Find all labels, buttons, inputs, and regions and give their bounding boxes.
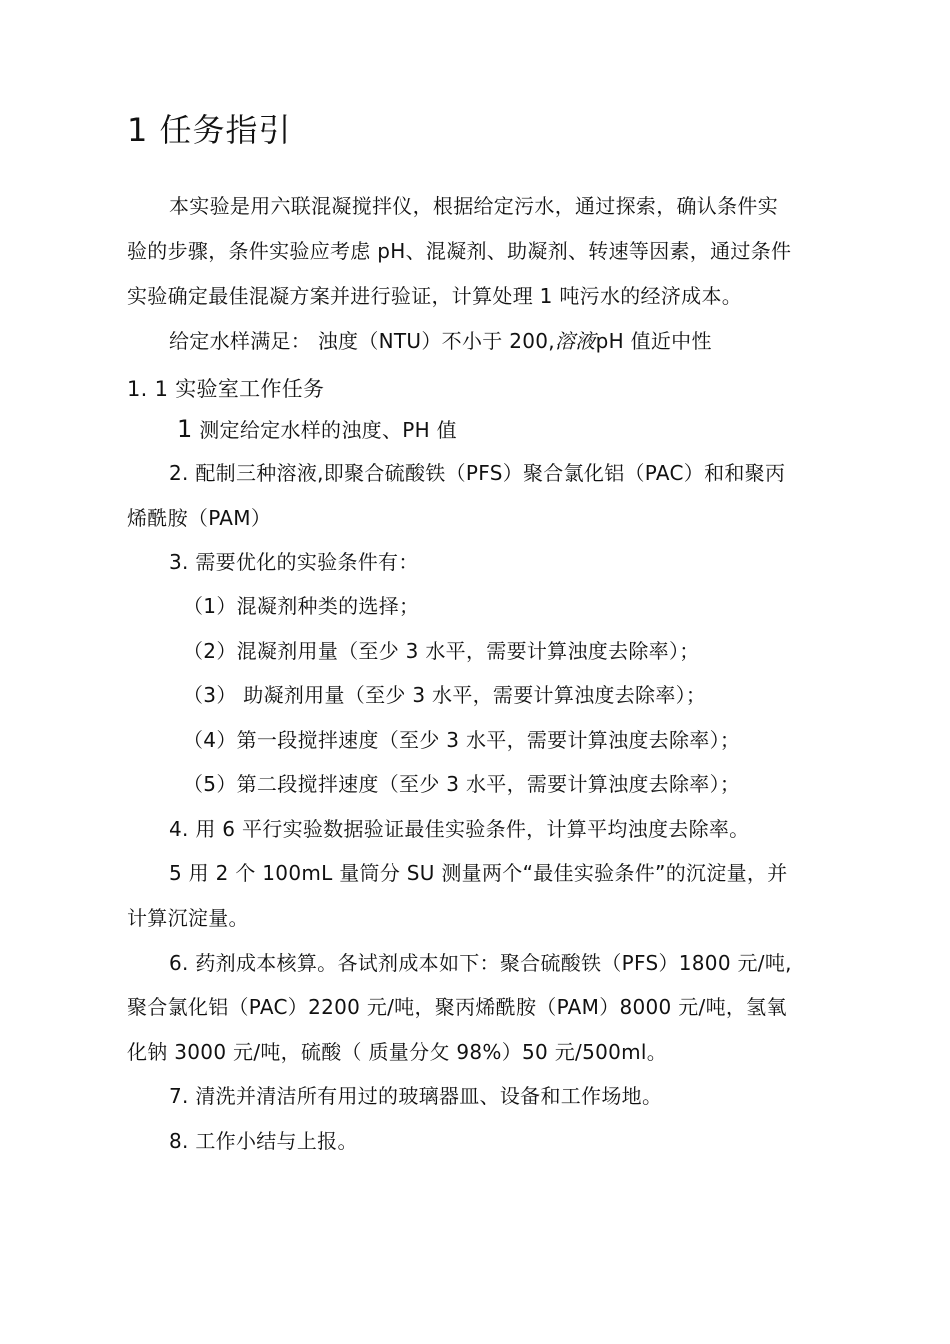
task-6-line-2: 聚合氯化铝（PAC）2200 元/吨，聚丙烯酰胺（PAM）8000 元/吨，氢氧 [127,995,787,1019]
intro-line-2: 验的步骤，条件实验应考虑 pH、混凝剂、助凝剂、转速等因素，通过条件 [127,239,792,263]
sample-requirement [169,327,712,355]
condition-1: （1）混凝剂种类的选择； [183,594,420,618]
task-6-line-1: 6. 药剂成本核算。各试剂成本如下：聚合硫酸铁（PFS）1800 元/吨, [169,951,792,975]
sample-requirement-ph: pH 值近中性 [595,329,712,353]
task-4: 4. 用 6 平行实验数据验证最佳实验条件，计算平均浊度去除率。 [169,817,750,841]
sample-requirement-solution: 溶液 [554,329,596,353]
task-5-line-2: 计算沉淀量。 [127,906,249,930]
task-3-number: 3. [169,550,189,574]
task-6-line-3: 化钠 3000 元/吨，硫酸（ 质量分攵 98%）50 元/500ml。 [127,1040,668,1064]
task-2-line-1: 2. 配制三种溶液,即聚合硫酸铁（PFS）聚合氯化铝（PAC）和和聚丙 [169,461,786,485]
task-1-text: 测定给定水样的浊度、PH 值 [199,418,457,442]
section-title: 1. 1 实验室工作任务 [127,377,325,401]
condition-4: （4）第一段搅拌速度（至少 3 水平，需要计算浊度去除率）； [183,728,741,752]
task-8: 8. 工作小结与上报。 [169,1129,358,1153]
task-7: 7. 清洗并清洁所有用过的玻璃器皿、设备和工作场地。 [169,1084,663,1108]
task-2-line-2: 烯酰胺（PAM） [127,506,272,530]
intro-line-1: 本实验是用六联混凝搅拌仪，根据给定污水，通过探索，确认条件实 [169,194,778,218]
condition-2: （2）混凝剂用量（至少 3 水平，需要计算浊度去除率）； [183,639,700,663]
sample-requirement-text: 给定水样满足： 浊度（NTU）不小于 200, [169,329,555,353]
task-3-text: 需要优化的实验条件有： [195,550,419,574]
task-3 [169,548,419,576]
intro-line-3: 实验确定最佳混凝方案并进行验证，计算处理 1 吨污水的经济成本。 [127,284,743,308]
task-5-line-1: 5 用 2 个 100mL 量筒分 SU 测量两个“最佳实验条件”的沉淀量，并 [169,861,788,885]
page-title: 1 任务指引 [127,111,292,149]
condition-3: （3） 助凝剂用量（至少 3 水平，需要计算浊度去除率）； [183,683,707,707]
task-1 [177,415,457,444]
task-1-number: 1 [177,415,193,443]
condition-5: （5）第二段搅拌速度（至少 3 水平，需要计算浊度去除率）； [183,772,741,796]
